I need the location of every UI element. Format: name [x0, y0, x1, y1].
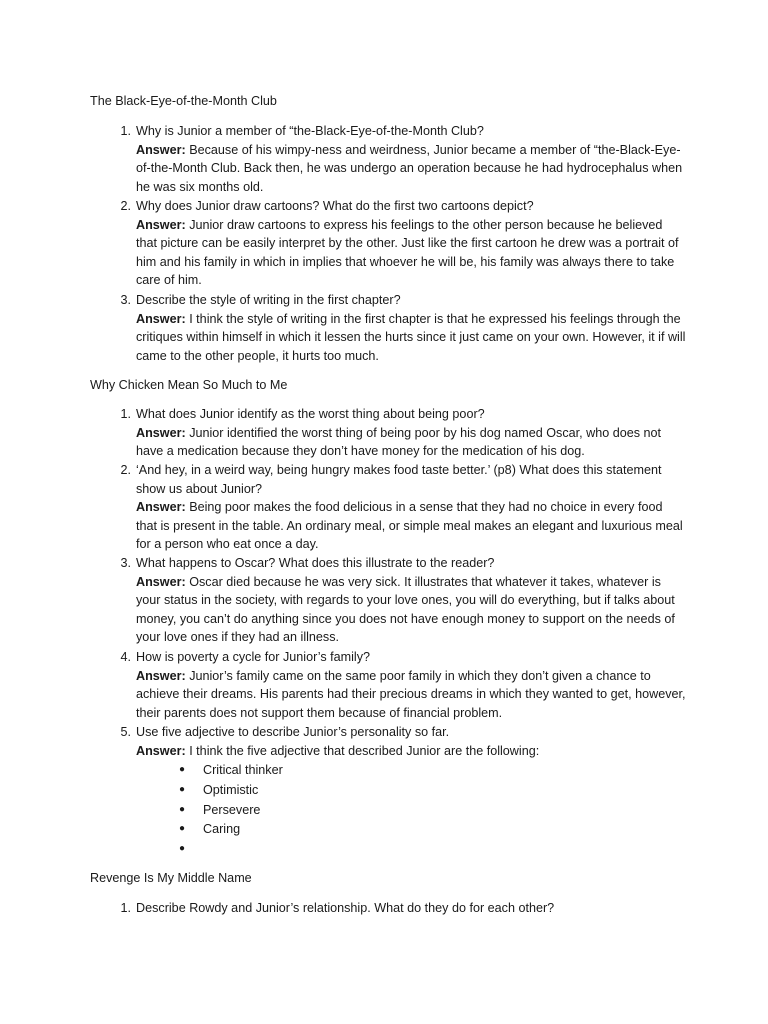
list-item-text: Optimistic: [203, 782, 259, 797]
list-item-text: Critical thinker: [203, 763, 283, 777]
list-item: [178, 801, 283, 821]
question-text: Why is Junior a member of “the-Black-Eye-of-the-Month Club?: [136, 124, 484, 138]
bullet-icon: ●: [178, 843, 186, 855]
question-text: Describe the style of writing in the first chapter?: [136, 293, 401, 307]
section-title: The Black-Eye-of-the-Month Club: [90, 94, 277, 108]
answer-block: [136, 498, 686, 554]
answer-text: Being poor makes the food delicious in a sense that they had no choice in every food that is present in the table. An ordinary meal, or simple meal makes an elegant and luxurious meal for a person who eat once a day.: [136, 500, 683, 552]
bullet-icon: ●: [178, 783, 186, 795]
question-text: What does Junior identify as the worst thing about being poor?: [136, 407, 485, 421]
answer-label: Answer:: [136, 743, 186, 758]
question-number: 1.: [120, 901, 131, 915]
answer-label: Answer:: [136, 311, 186, 326]
question-number: 3.: [120, 293, 131, 307]
answer-block: [136, 141, 686, 197]
answer-block: [136, 216, 686, 290]
section-title: Why Chicken Mean So Much to Me: [90, 378, 288, 392]
answer-block: [136, 573, 686, 647]
question-text: Describe Rowdy and Junior’s relationship. What do they do for each other?: [136, 901, 555, 915]
adjective-list: [178, 761, 283, 860]
answer-block: [136, 742, 686, 761]
answer-text: Junior identified the worst thing of being poor by his dog named Oscar, who does not have a medication because they don’t have money for the medication of his dog.: [136, 425, 662, 459]
question-text: Why does Junior draw cartoons? What do the first two cartoons depict?: [136, 199, 534, 213]
list-item: [178, 840, 283, 860]
answer-label: Answer:: [136, 425, 186, 440]
question-number: 5.: [120, 725, 131, 739]
answer-label: Answer:: [136, 574, 186, 589]
answer-text: Because of his wimpy-ness and weirdness, Junior became a member of “the-Black-Eye-of-the-Month Club. Back then, he was undergo an operation because he had hydrocephalus when he was six months old.: [136, 142, 683, 194]
question-number: 1.: [120, 124, 131, 138]
list-item-text: Persevere: [203, 802, 261, 817]
answer-label: Answer:: [136, 217, 186, 232]
question-text: How is poverty a cycle for Junior’s family?: [136, 650, 370, 664]
answer-label: Answer:: [136, 500, 186, 515]
list-item: [178, 761, 283, 781]
list-item-text: Caring: [203, 822, 241, 837]
question-number: 1.: [120, 407, 131, 421]
answer-text: Junior draw cartoons to express his feelings to the other person because he believed that picture can be easily interpret by the other. Just like the first cartoon he drew was a portrait of him and his family in which in implies that whoever he will be, his family was always there to take care of him.: [136, 217, 679, 288]
bullet-icon: ●: [178, 764, 186, 775]
answer-label: Answer:: [136, 668, 186, 683]
answer-block: [136, 310, 686, 366]
question-number: 4.: [120, 650, 131, 664]
question-number: 2.: [120, 199, 131, 213]
question-number: 3.: [120, 556, 131, 570]
question-text: What happens to Oscar? What does this illustrate to the reader?: [136, 556, 495, 570]
answer-text: I think the five adjective that described Junior are the following:: [189, 743, 540, 758]
list-item: [178, 820, 283, 840]
question-text: ‘And hey, in a weird way, being hungry makes food taste better.’ (p8) What does this statement show us about Junior?: [136, 463, 662, 496]
answer-block: [136, 667, 686, 723]
question-number: 2.: [120, 463, 131, 477]
question-text: Use five adjective to describe Junior’s personality so far.: [136, 725, 450, 739]
list-item: [178, 781, 283, 801]
section-title: Revenge Is My Middle Name: [90, 871, 252, 885]
answer-block: [136, 424, 686, 461]
answer-label: Answer:: [136, 142, 186, 157]
bullet-icon: ●: [178, 823, 186, 835]
answer-text: Junior’s family came on the same poor family in which they don’t given a chance to achieve their dreams. His parents had their precious dreams in which they wanted to get, however, their parents does not support them because of financial problem.: [136, 668, 686, 720]
bullet-icon: ●: [178, 803, 186, 815]
answer-text: Oscar died because he was very sick. It illustrates that whatever it takes, whatever is your status in the society, with regards to your love ones, you will do everything, but if talks about money, you can’t do anything since you does not have enough money to support on the needs of your love ones if they had an illness.: [136, 574, 675, 645]
answer-text: I think the style of writing in the first chapter is that he expressed his feelings through the critiques within himself in which it lessen the hurts since it just came on your own. However, it if will came to the other people, it hurts too much.: [136, 311, 686, 363]
